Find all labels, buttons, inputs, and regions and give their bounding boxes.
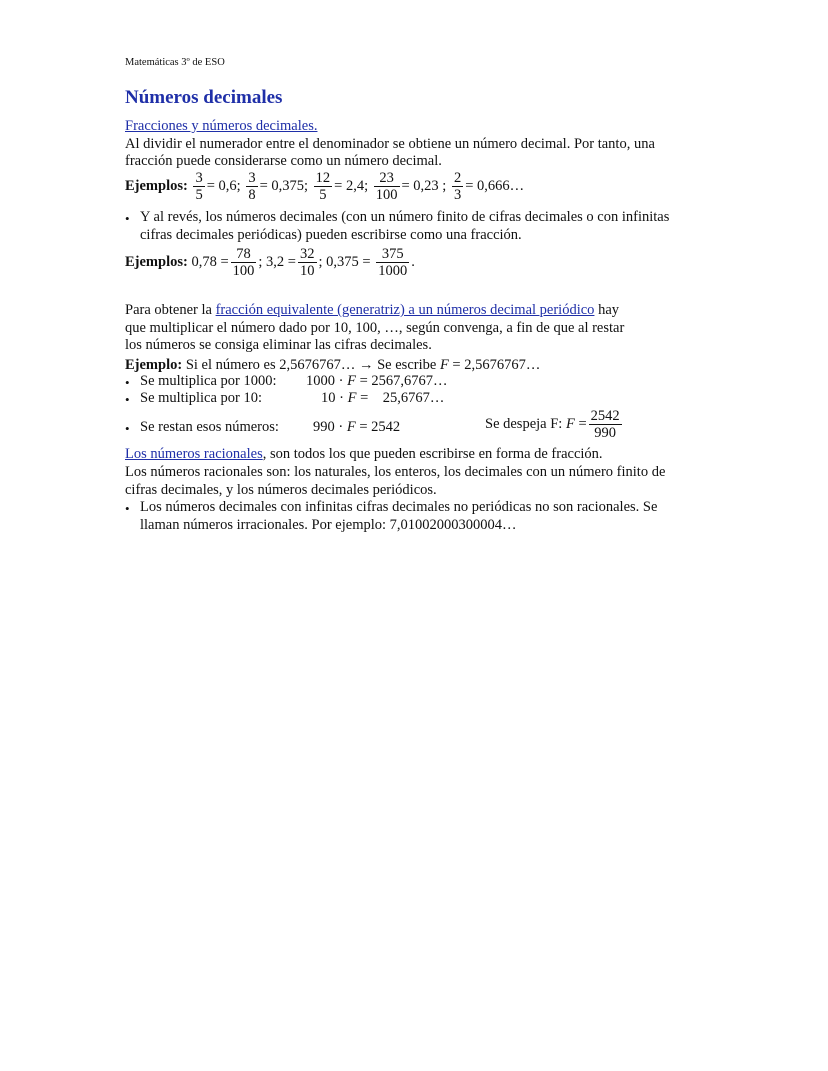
fraction: $\frac{375}{1000}$: [378, 246, 408, 279]
examples-label: Ejemplos:: [125, 177, 188, 194]
fraction: $\frac{12}{5}$: [315, 170, 331, 203]
equation-tail: = 0,23 ;: [401, 177, 447, 194]
bullet: •: [125, 211, 130, 226]
racionales-link[interactable]: Los números racionales: [125, 446, 263, 462]
fraction: $\frac{32}{10}$: [300, 246, 315, 279]
fraction: $\frac{78}{100}$: [232, 246, 255, 279]
equation-text: ; 3,2 =: [258, 253, 296, 270]
equation-tail: = 2,4;: [334, 177, 369, 194]
fraction: $\frac{3}{8}$: [248, 170, 256, 203]
equation-text: 0,78 =: [191, 253, 229, 270]
step-label: Se multiplica por 10:: [140, 390, 263, 406]
bullet: •: [125, 421, 130, 436]
bullet-line: Los números decimales con infinitas cifras decimales no periódicas no son racionales. Se: [140, 499, 658, 515]
fraction: $\frac{3}{5}$: [195, 170, 203, 203]
bullet: •: [125, 392, 130, 407]
paragraph-line: cifras decimales, y los números decimales periódicos.: [125, 482, 437, 498]
paragraph-line: que multiplicar el número dado por 10, 100, …, según convenga, a fin de que al restar: [125, 320, 625, 336]
equation-text: ; 0,375 =: [318, 253, 371, 270]
bullet-line: llaman números irracionales. Por ejemplo: 7,01002000300004…: [140, 517, 517, 533]
examples-row-1: [125, 170, 524, 203]
bullet: •: [125, 501, 130, 516]
paragraph-line: Los números racionales son: los naturales, los enteros, los decimales con un número finito de: [125, 464, 666, 480]
paragraph-line: los números se consiga eliminar las cifras decimales.: [125, 337, 432, 353]
section-heading: [125, 118, 317, 135]
fraction: $\frac{2}{3}$: [453, 170, 462, 203]
step-label: Se restan esos números:: [140, 419, 279, 435]
bullet: •: [125, 375, 130, 390]
paragraph-line: Para obtener la fracción equivalente (generatriz) a un números decimal periódico hay: [125, 302, 619, 318]
step-equation: 990 · F = 2542: [313, 419, 401, 435]
paragraph-line: Los números racionales, son todos los que pueden escribirse en forma de fracción.: [125, 446, 603, 462]
page-title: Números decimales: [125, 87, 283, 108]
examples-row-2: [125, 246, 415, 279]
bullet-line: Y al revés, los números decimales (con un número finito de cifras decimales o con infinitas: [140, 209, 670, 225]
solve-equation: Se despeja F: F = $\frac{2542}{990}$: [485, 408, 620, 441]
equation-text: .: [411, 253, 415, 270]
equation-tail: = 0,666…: [465, 177, 525, 194]
example-line: Ejemplo: Si el número es 2,5676767… → Se escribe F = 2,5676767…: [125, 357, 541, 373]
paragraph-line: fracción puede considerarse como un número decimal.: [125, 153, 442, 169]
fraction: $\frac{23}{100}$: [375, 170, 398, 203]
step-equation: 1000 · F = 2567,6767…: [306, 373, 448, 389]
equation-tail: = 0,375;: [259, 177, 309, 194]
fraction: $\frac{2542}{990}$: [590, 408, 620, 441]
bullet-line: cifras decimales periódicas) pueden escribirse como una fracción.: [140, 227, 522, 243]
step-label: Se multiplica por 1000:: [140, 373, 277, 389]
equation-tail: = 0,6;: [206, 177, 241, 194]
examples-label: Ejemplos:: [125, 253, 188, 270]
generatriz-link[interactable]: fracción equivalente (generatriz) a un números decimal periódico: [215, 302, 595, 318]
step-equation: 10 · F = 25,6767…: [321, 390, 445, 406]
section-link[interactable]: Fracciones y números decimales.: [125, 118, 318, 134]
paragraph-line: Al dividir el numerador entre el denominador se obtiene un número decimal. Por tanto, una: [125, 136, 655, 152]
page-header: Matemáticas 3º de ESO: [125, 57, 225, 68]
